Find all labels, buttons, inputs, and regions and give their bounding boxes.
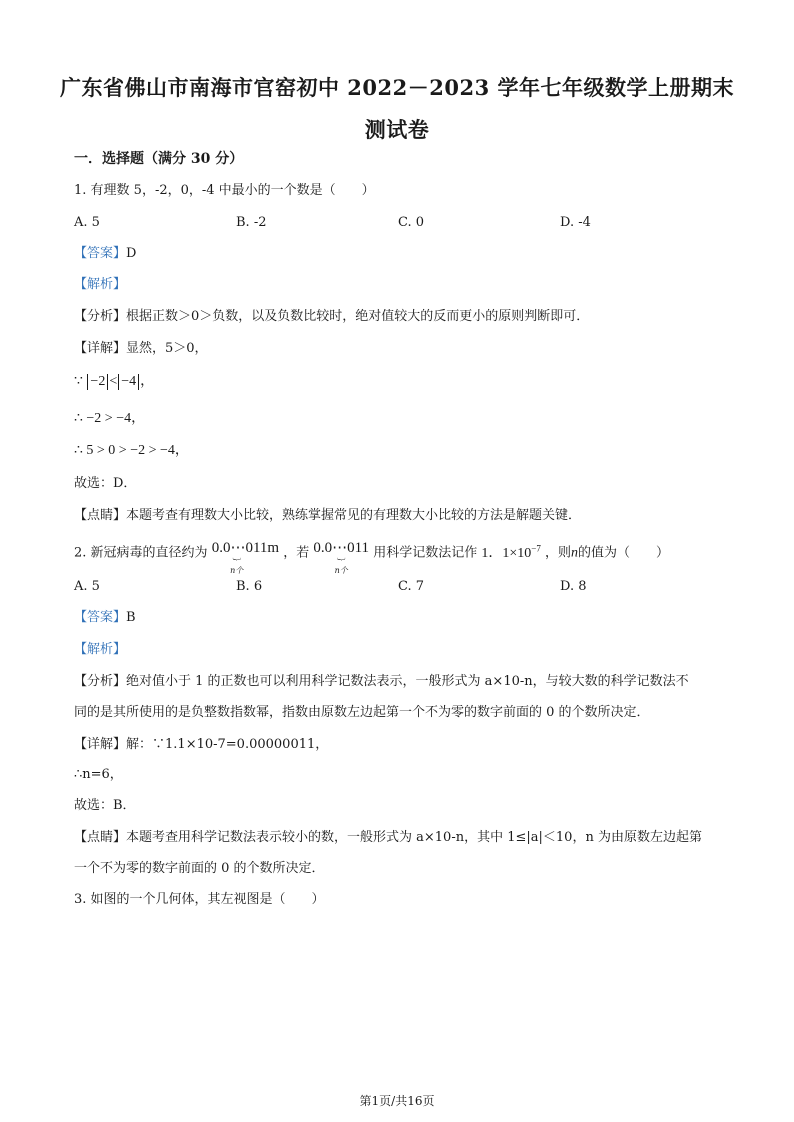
q2-number1-brace-label: n个 (230, 566, 244, 575)
abs-neg4: −4 (118, 374, 139, 390)
less-than: < (109, 374, 118, 389)
q2-analysis-text1: 绝对值小于 1 的正数也可以利用科学记数法表示，一般形式为 a×10-n，与较大数的科学记数法不 (126, 674, 689, 689)
comment-tag: 【点睛】 (74, 830, 127, 845)
q1-analysis (74, 308, 589, 326)
q2-analysis-line1 (74, 673, 689, 691)
q2-step1: ∴n=6， (74, 767, 123, 782)
q1-option-d: D. -4 (560, 215, 591, 230)
q1-analysis-text: 根据正数＞0＞负数，以及负数比较时，绝对值较大的反而更小的原则判断即可． (126, 309, 590, 324)
q1-choice: 故选：D． (74, 476, 137, 491)
section-heading-choice: 一．选择题（满分 30 分） (74, 151, 244, 167)
underbrace-icon: ︸ (337, 558, 346, 567)
q2-option-a: A. 5 (74, 579, 100, 594)
analysis-tag: 【分析】 (74, 674, 127, 689)
q2-var-n: n (571, 545, 578, 561)
detail-tag: 【详解】 (74, 341, 127, 356)
document-title-line1: 广东省佛山市南海市官窑初中 2022－2023 学年七年级数学上册期末 (59, 75, 734, 100)
q2-number2-brace-label: n个 (334, 566, 348, 575)
q1-step1 (74, 373, 154, 391)
jiexi-tag: 【解析】 (74, 642, 127, 657)
q2-option-d: D. 8 (560, 579, 587, 594)
q1-stem: 1. 有理数 5，-2，0，-4 中最小的一个数是（ ） (74, 183, 375, 198)
q2-sci-notation (481, 543, 541, 561)
q2-number2-digits: 0.0⋯011 (313, 540, 370, 556)
q1-step2: ∴ −2 > −4， (74, 411, 146, 426)
underbrace-icon: ︸ (232, 558, 241, 567)
q2-comment-line1 (74, 829, 702, 847)
q2-option-c: C. 7 (398, 579, 425, 594)
q1-step3: ∴ 5 > 0 > −2 > −4， (74, 443, 189, 458)
q1-option-a: A. 5 (74, 215, 100, 230)
q2-comment-text1: 本题考查用科学记数法表示较小的数，一般形式为 a×10-n，其中 1≤|a|＜10，n 为由原数左边起第 (126, 830, 702, 845)
q2-answer-value: B (126, 610, 136, 625)
q2-number2 (313, 536, 369, 575)
analysis-tag: 【分析】 (74, 309, 127, 324)
q2-answer-line (74, 609, 136, 627)
q2-jiexi (74, 641, 126, 659)
comma: ， (140, 374, 155, 389)
page-footer: 第1页/共16页 (359, 1094, 435, 1108)
detail-tag: 【详解】 (74, 737, 127, 752)
q2-number1-digits: 0.0⋯011 (211, 540, 268, 556)
answer-tag: 【答案】 (74, 246, 127, 261)
abs-neg2: −2 (87, 374, 108, 390)
q2-stem-part1: 2. 新冠病毒的直径约为 (74, 545, 208, 561)
q2-stem-part5: 的值为（ ） (578, 545, 670, 561)
q1-answer-line (74, 245, 136, 263)
q2-choice: 故选：B． (74, 798, 136, 813)
q1-detail (74, 340, 208, 358)
q1-comment (74, 507, 581, 525)
answer-tag: 【答案】 (74, 610, 127, 625)
q2-number1-unit: m (267, 540, 280, 556)
q2-stem-part3: 用科学记数法记作 (373, 545, 478, 561)
q3-stem: 3. 如图的一个几何体，其左视图是（ ） (74, 892, 325, 907)
q2-stem-part2: ，若 (283, 545, 310, 561)
q1-answer-value: D (126, 246, 137, 261)
q2-detail-text: 解：∵1.1×10-7=0.00000011， (126, 737, 329, 752)
q1-comment-text: 本题考查有理数大小比较，熟练掌握常见的有理数大小比较的方法是解题关键． (126, 508, 582, 523)
q2-sci-exponent: −7 (531, 543, 541, 553)
comment-tag: 【点睛】 (74, 508, 127, 523)
because-symbol: ∵ (74, 374, 83, 389)
jiexi-tag: 【解析】 (74, 277, 127, 292)
q2-analysis-line2: 同的是其所使用的是负整数指数幂，指数由原数左边起第一个不为零的数字前面的 0 的个数所决定． (74, 705, 650, 720)
q1-jiexi (74, 276, 126, 294)
q2-option-b: B. 6 (236, 579, 263, 594)
document-title-line2: 测试卷 (364, 117, 430, 142)
q2-sci-base: 1．1×10 (481, 545, 532, 561)
q2-detail (74, 736, 328, 754)
q1-detail-text: 显然，5＞0， (126, 341, 208, 356)
q2-number1 (212, 536, 279, 575)
q2-comment-line2: 一个不为零的数字前面的 0 的个数所决定． (74, 861, 325, 876)
q1-option-b: B. -2 (236, 215, 267, 230)
q2-stem-part4: ，则 (544, 545, 571, 561)
q2-stem (74, 536, 669, 575)
q1-option-c: C. 0 (398, 215, 425, 230)
